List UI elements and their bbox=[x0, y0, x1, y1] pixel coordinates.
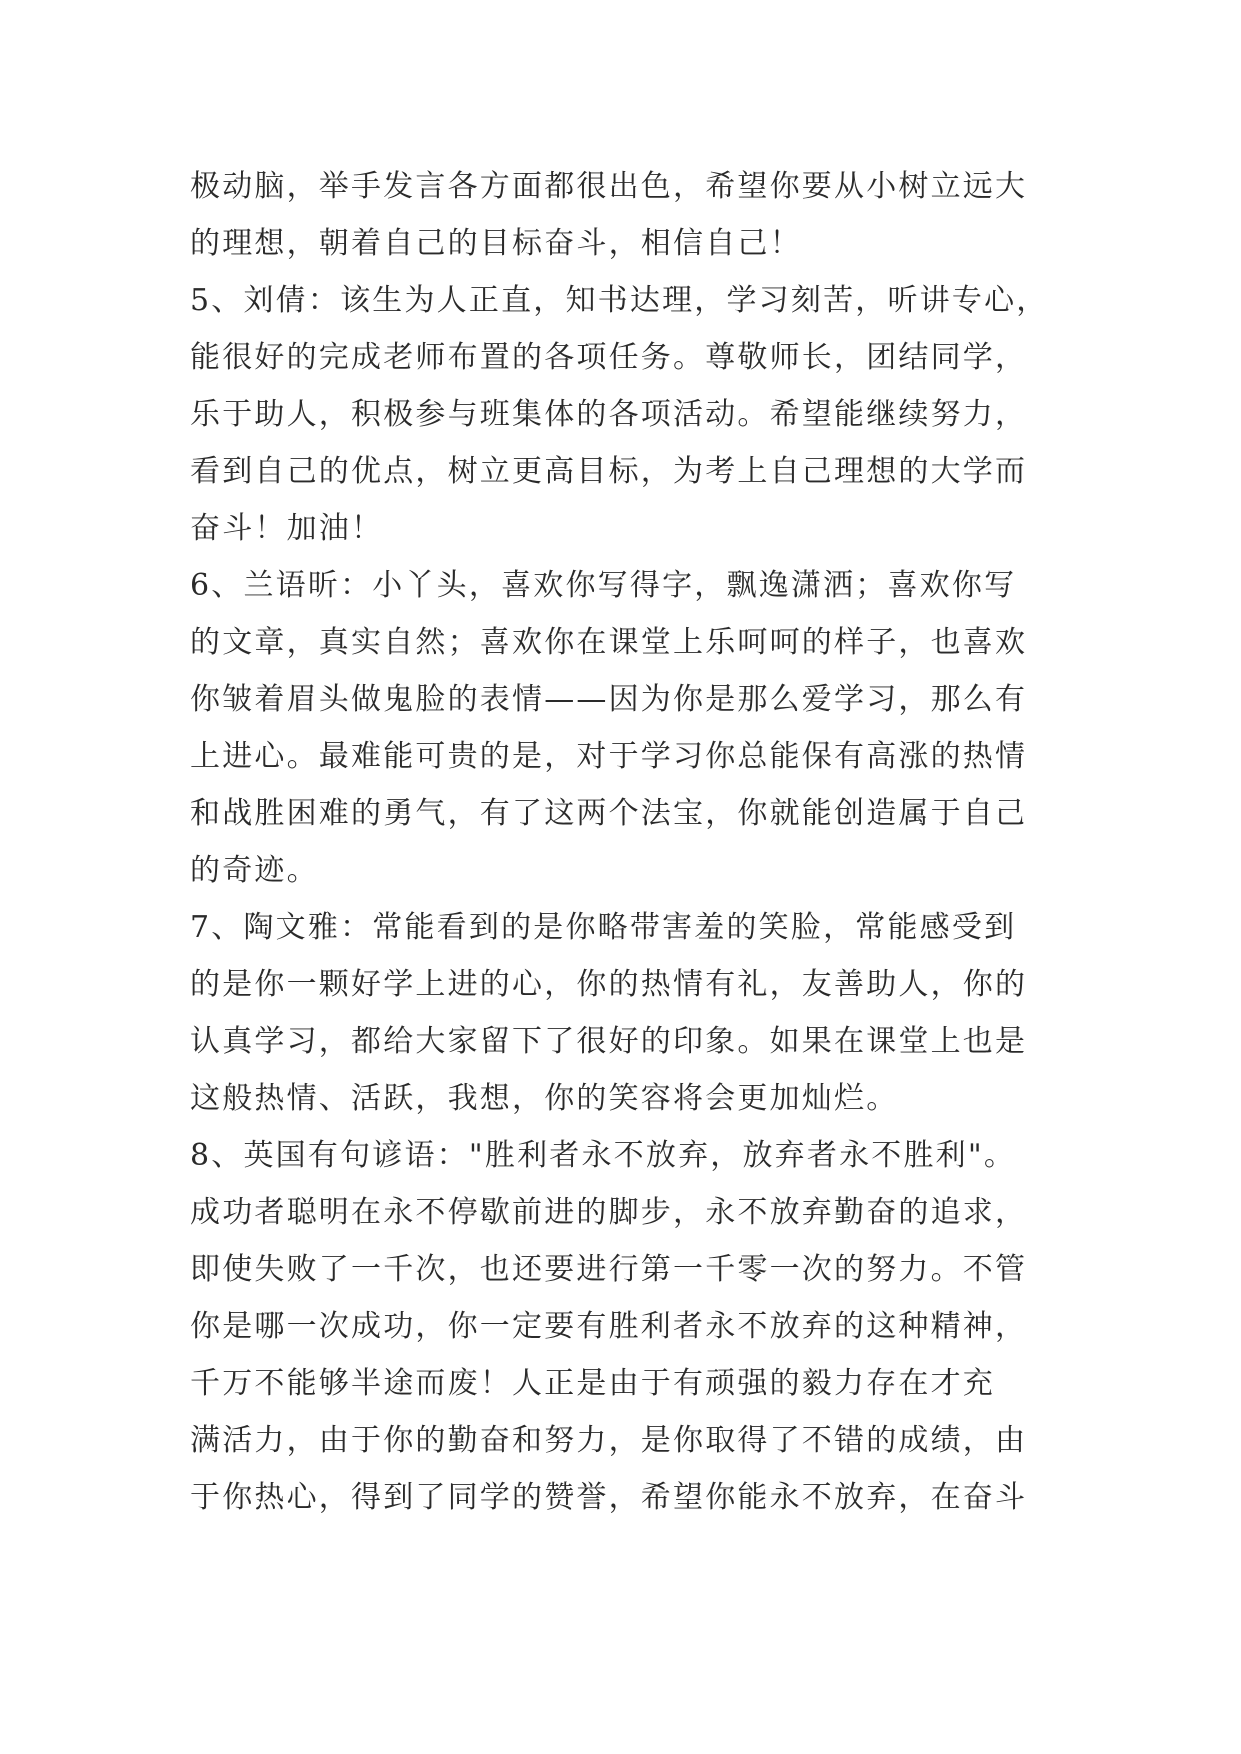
document-body bbox=[190, 158, 1070, 1526]
text-line: 认真学习，都给大家留下了很好的印象。如果在课堂上也是 bbox=[190, 1024, 1028, 1059]
text-line: 千万不能够半途而废！人正是由于有顽强的毅力存在才充 bbox=[190, 1366, 995, 1401]
text-line: 即使失败了一千次，也还要进行第一千零一次的努力。不管 bbox=[190, 1252, 1028, 1287]
text-line: 上进心。最难能可贵的是，对于学习你总能保有高涨的热情 bbox=[190, 739, 1028, 774]
text-line: 奋斗！加油！ bbox=[190, 511, 384, 546]
text-line: 满活力，由于你的勤奋和努力，是你取得了不错的成绩，由 bbox=[190, 1423, 1028, 1458]
text-line: 乐于助人，积极参与班集体的各项活动。希望能继续努力， bbox=[190, 397, 1028, 432]
text-line: 这般热情、活跃，我想，你的笑容将会更加灿烂。 bbox=[190, 1081, 899, 1116]
text-line: 7、陶文雅：常能看到的是你略带害羞的笑脸，常能感受到 bbox=[190, 910, 1017, 945]
text-line: 能很好的完成老师布置的各项任务。尊敬师长，团结同学， bbox=[190, 340, 1028, 375]
text-line: 的文章，真实自然；喜欢你在课堂上乐呵呵的样子，也喜欢 bbox=[190, 625, 1028, 660]
text-line: 的是你一颗好学上进的心，你的热情有礼，友善助人，你的 bbox=[190, 967, 1028, 1002]
text-line: 于你热心，得到了同学的赞誉，希望你能永不放弃，在奋斗 bbox=[190, 1480, 1028, 1515]
text-line: 你是哪一次成功，你一定要有胜利者永不放弃的这种精神， bbox=[190, 1309, 1028, 1344]
text-line: 和战胜困难的勇气，有了这两个法宝，你就能创造属于自己 bbox=[190, 796, 1028, 831]
text-line: 极动脑，举手发言各方面都很出色，希望你要从小树立远大 bbox=[190, 169, 1028, 204]
text-line: 8、英国有句谚语："胜利者永不放弃，放弃者永不胜利"。 bbox=[190, 1138, 1017, 1173]
text-line: 看到自己的优点，树立更高目标，为考上自己理想的大学而 bbox=[190, 454, 1028, 489]
text-line: 6、兰语昕：小丫头，喜欢你写得字，飘逸潇洒；喜欢你写 bbox=[190, 568, 1017, 603]
text-line: 成功者聪明在永不停歇前进的脚步，永不放弃勤奋的追求， bbox=[190, 1195, 1028, 1230]
text-line: 的奇迹。 bbox=[190, 853, 319, 888]
text-line: 的理想，朝着自己的目标奋斗，相信自己！ bbox=[190, 226, 802, 261]
text-line: 5、刘倩：该生为人正直，知书达理，学习刻苦，听讲专心， bbox=[190, 283, 1049, 318]
text-line: 你皱着眉头做鬼脸的表情——因为你是那么爱学习，那么有 bbox=[190, 682, 1028, 717]
